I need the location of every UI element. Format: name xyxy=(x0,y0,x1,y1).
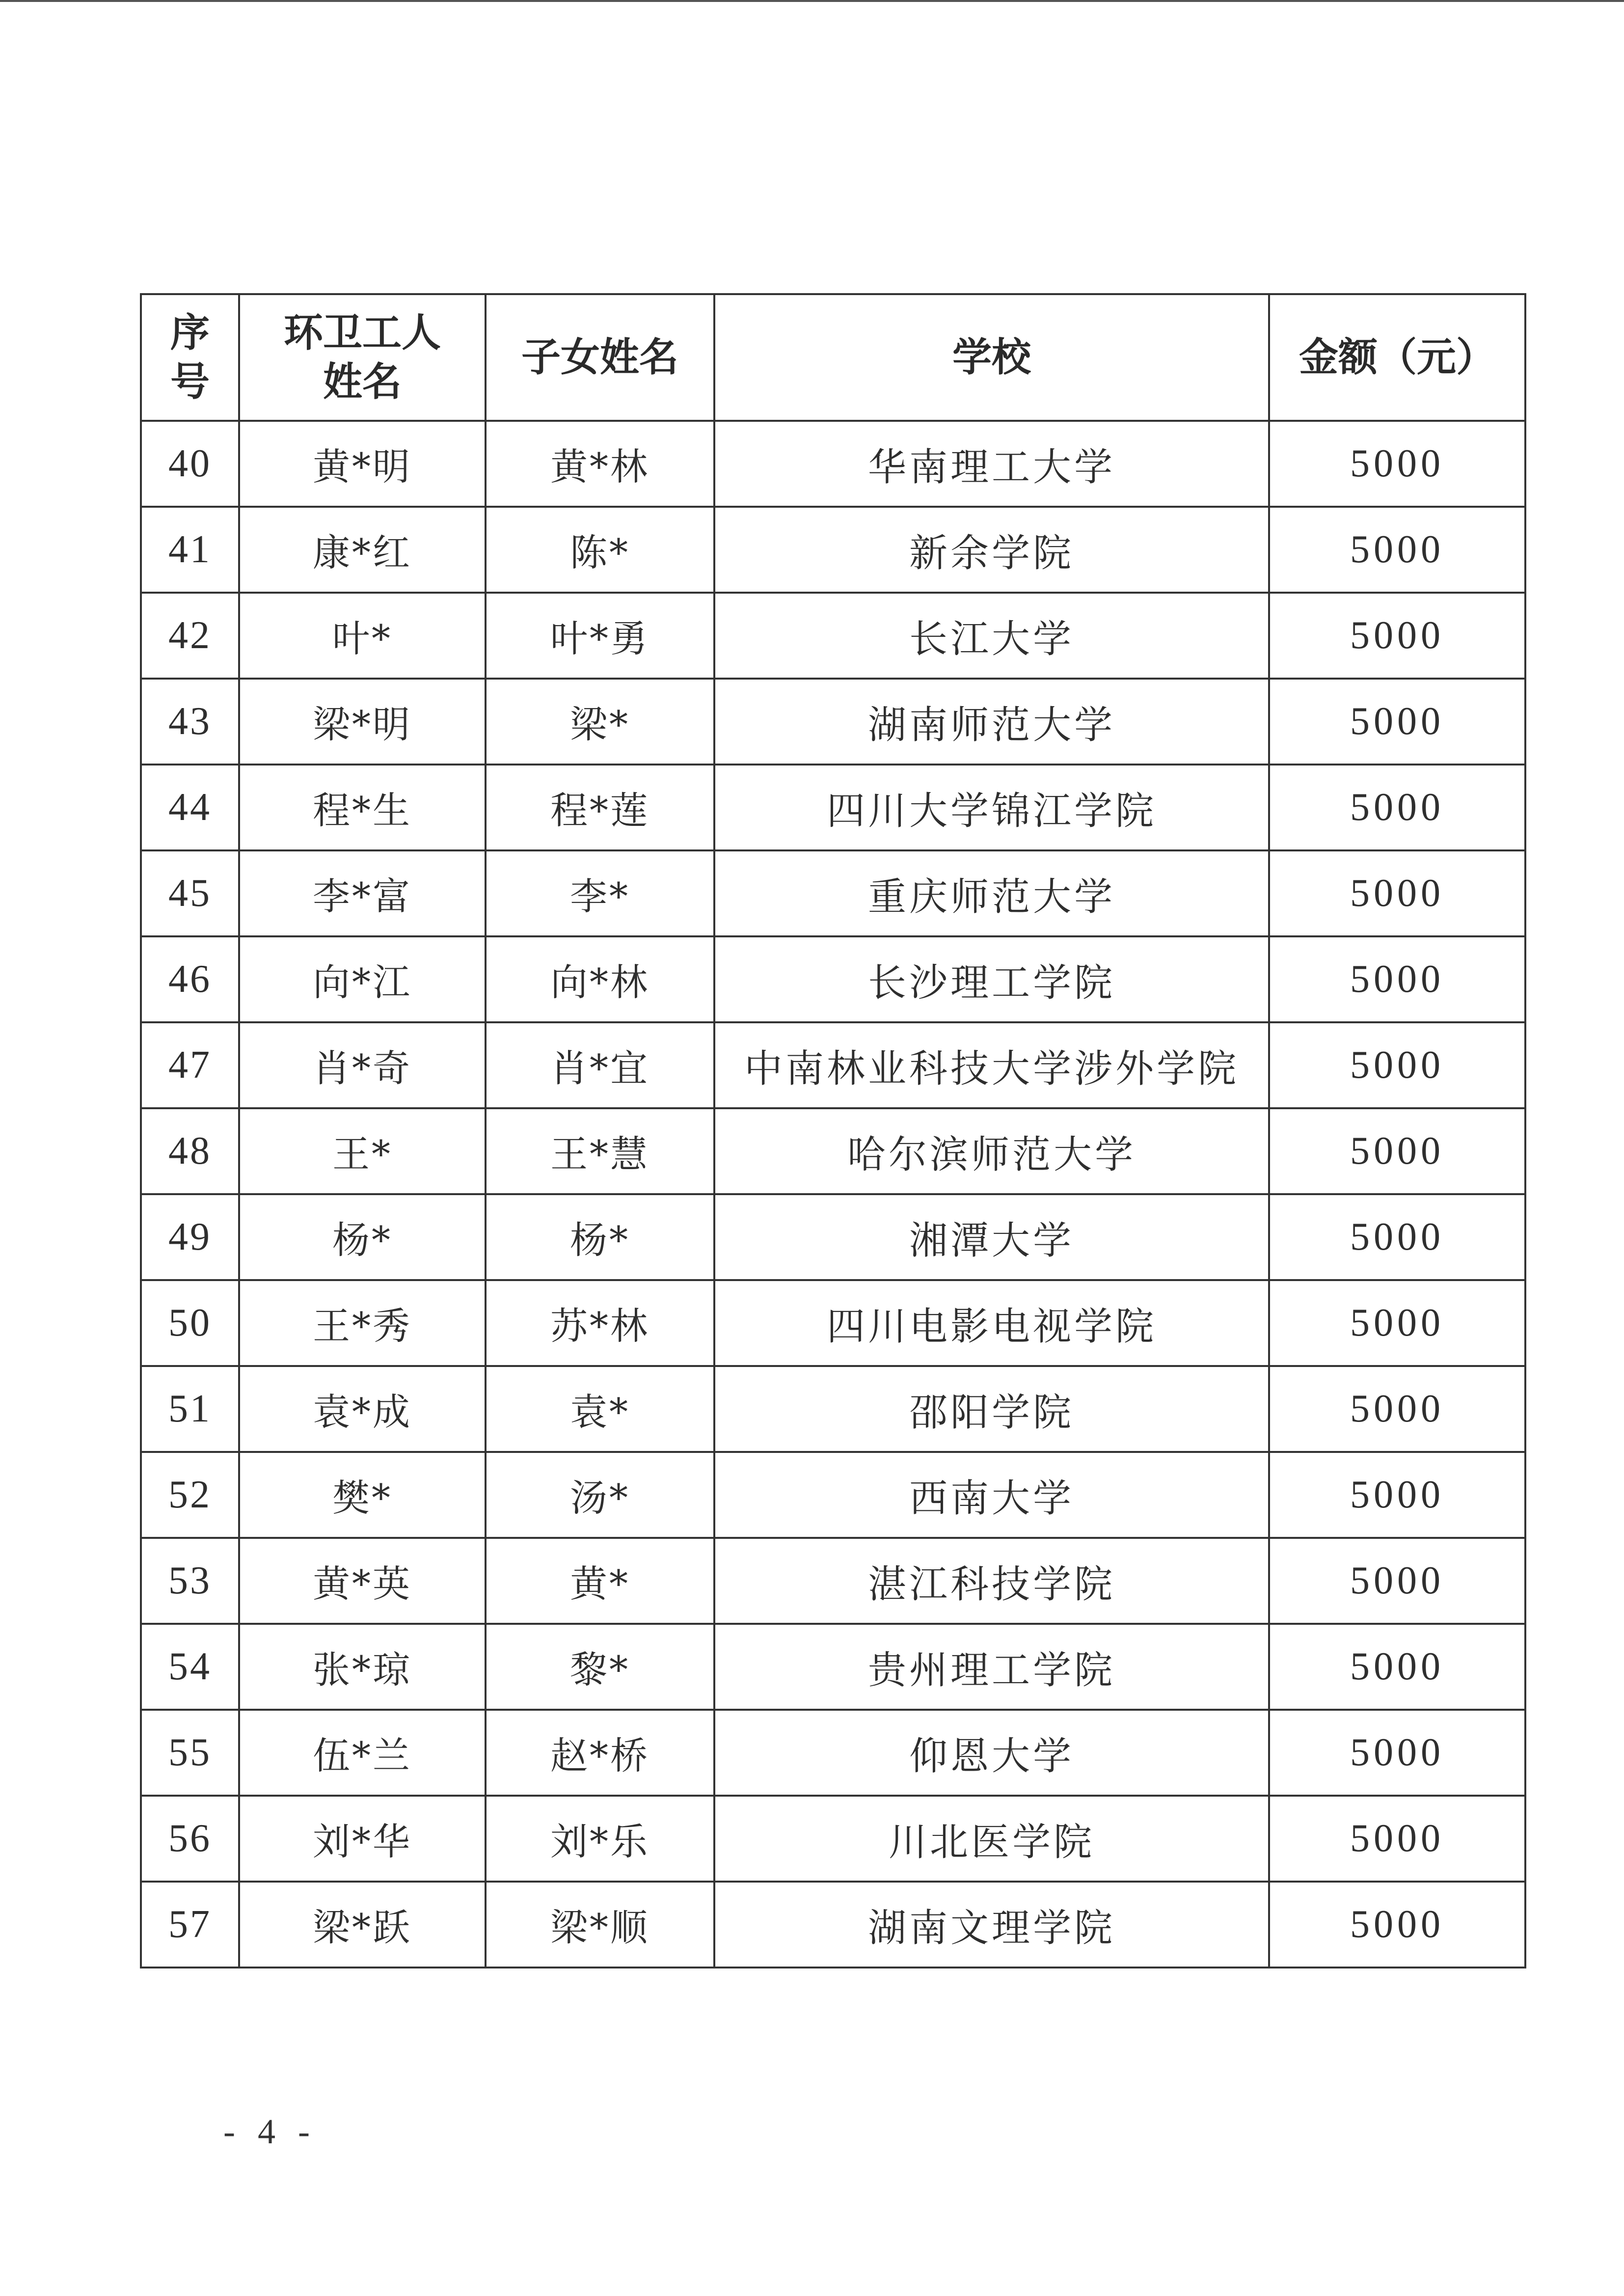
cell-school: 川北医学院 xyxy=(714,1796,1269,1882)
cell-school: 湘潭大学 xyxy=(714,1194,1269,1280)
cell-child-name: 杨* xyxy=(486,1194,714,1280)
cell-amount: 5000 xyxy=(1269,421,1525,507)
cell-worker-name: 向*江 xyxy=(239,936,486,1022)
cell-worker-name: 张*琼 xyxy=(239,1624,486,1710)
cell-worker-name: 梁*跃 xyxy=(239,1882,486,1968)
table-row xyxy=(141,1366,1525,1452)
header-child-name: 子女姓名 xyxy=(486,294,714,421)
cell-school: 华南理工大学 xyxy=(714,421,1269,507)
cell-child-name: 肖*宜 xyxy=(486,1022,714,1108)
cell-child-name: 黄*林 xyxy=(486,421,714,507)
cell-worker-name: 伍*兰 xyxy=(239,1710,486,1796)
cell-amount: 5000 xyxy=(1269,1796,1525,1882)
cell-seq: 53 xyxy=(141,1538,239,1624)
cell-seq: 50 xyxy=(141,1280,239,1366)
cell-worker-name: 王*秀 xyxy=(239,1280,486,1366)
cell-seq: 55 xyxy=(141,1710,239,1796)
header-amount: 金额（元） xyxy=(1269,294,1525,421)
cell-worker-name: 程*生 xyxy=(239,765,486,850)
cell-amount: 5000 xyxy=(1269,1710,1525,1796)
cell-seq: 44 xyxy=(141,765,239,850)
cell-worker-name: 樊* xyxy=(239,1452,486,1538)
cell-child-name: 苏*林 xyxy=(486,1280,714,1366)
cell-amount: 5000 xyxy=(1269,1194,1525,1280)
cell-child-name: 汤* xyxy=(486,1452,714,1538)
table-row xyxy=(141,1796,1525,1882)
cell-worker-name: 杨* xyxy=(239,1194,486,1280)
table-row xyxy=(141,1452,1525,1538)
cell-seq: 52 xyxy=(141,1452,239,1538)
cell-child-name: 梁* xyxy=(486,679,714,765)
cell-child-name: 黄* xyxy=(486,1538,714,1624)
table-row xyxy=(141,1624,1525,1710)
header-row xyxy=(141,294,1525,421)
table-row xyxy=(141,1882,1525,1968)
cell-child-name: 叶*勇 xyxy=(486,593,714,679)
cell-seq: 48 xyxy=(141,1108,239,1194)
cell-school: 邵阳学院 xyxy=(714,1366,1269,1452)
cell-child-name: 程*莲 xyxy=(486,765,714,850)
header-worker-line1: 环卫工人 xyxy=(284,310,441,355)
cell-school: 重庆师范大学 xyxy=(714,850,1269,936)
cell-school: 湛江科技学院 xyxy=(714,1538,1269,1624)
cell-amount: 5000 xyxy=(1269,850,1525,936)
page-number: - 4 - xyxy=(223,2112,317,2151)
cell-school: 中南林业科技大学涉外学院 xyxy=(714,1022,1269,1108)
cell-seq: 56 xyxy=(141,1796,239,1882)
table-row xyxy=(141,1538,1525,1624)
table-row xyxy=(141,679,1525,765)
cell-amount: 5000 xyxy=(1269,1108,1525,1194)
cell-worker-name: 梁*明 xyxy=(239,679,486,765)
header-worker-line2: 姓名 xyxy=(323,359,402,405)
cell-amount: 5000 xyxy=(1269,1022,1525,1108)
table-row xyxy=(141,765,1525,850)
cell-seq: 47 xyxy=(141,1022,239,1108)
cell-child-name: 黎* xyxy=(486,1624,714,1710)
cell-school: 湖南师范大学 xyxy=(714,679,1269,765)
cell-seq: 45 xyxy=(141,850,239,936)
cell-seq: 42 xyxy=(141,593,239,679)
cell-worker-name: 黄*英 xyxy=(239,1538,486,1624)
table-row xyxy=(141,421,1525,507)
table-row xyxy=(141,593,1525,679)
scan-edge-line xyxy=(0,0,1624,2)
cell-amount: 5000 xyxy=(1269,679,1525,765)
cell-seq: 46 xyxy=(141,936,239,1022)
table-row xyxy=(141,936,1525,1022)
cell-worker-name: 李*富 xyxy=(239,850,486,936)
cell-child-name: 刘*乐 xyxy=(486,1796,714,1882)
table-row xyxy=(141,507,1525,593)
cell-child-name: 陈* xyxy=(486,507,714,593)
cell-child-name: 李* xyxy=(486,850,714,936)
header-seq-line2: 号 xyxy=(170,359,210,405)
cell-worker-name: 王* xyxy=(239,1108,486,1194)
header-worker-name xyxy=(239,294,486,421)
table-body xyxy=(141,421,1525,1968)
table-row xyxy=(141,1022,1525,1108)
grant-recipients-table xyxy=(140,293,1526,1968)
cell-seq: 43 xyxy=(141,679,239,765)
cell-child-name: 向*林 xyxy=(486,936,714,1022)
header-seq-line1: 序 xyxy=(170,310,210,355)
cell-school: 西南大学 xyxy=(714,1452,1269,1538)
table-row xyxy=(141,1710,1525,1796)
cell-seq: 49 xyxy=(141,1194,239,1280)
cell-child-name: 袁* xyxy=(486,1366,714,1452)
cell-worker-name: 叶* xyxy=(239,593,486,679)
cell-worker-name: 袁*成 xyxy=(239,1366,486,1452)
cell-school: 新余学院 xyxy=(714,507,1269,593)
cell-amount: 5000 xyxy=(1269,1366,1525,1452)
table-row xyxy=(141,1108,1525,1194)
cell-worker-name: 康*红 xyxy=(239,507,486,593)
cell-amount: 5000 xyxy=(1269,1538,1525,1624)
cell-amount: 5000 xyxy=(1269,1882,1525,1968)
cell-amount: 5000 xyxy=(1269,593,1525,679)
header-seq xyxy=(141,294,239,421)
cell-school: 哈尔滨师范大学 xyxy=(714,1108,1269,1194)
cell-school: 长沙理工学院 xyxy=(714,936,1269,1022)
cell-child-name: 赵*桥 xyxy=(486,1710,714,1796)
table-row xyxy=(141,850,1525,936)
cell-worker-name: 黄*明 xyxy=(239,421,486,507)
cell-school: 四川大学锦江学院 xyxy=(714,765,1269,850)
cell-amount: 5000 xyxy=(1269,1280,1525,1366)
table-header xyxy=(141,294,1525,421)
cell-school: 仰恩大学 xyxy=(714,1710,1269,1796)
cell-worker-name: 肖*奇 xyxy=(239,1022,486,1108)
cell-worker-name: 刘*华 xyxy=(239,1796,486,1882)
cell-child-name: 王*慧 xyxy=(486,1108,714,1194)
table-row xyxy=(141,1194,1525,1280)
cell-amount: 5000 xyxy=(1269,936,1525,1022)
cell-seq: 51 xyxy=(141,1366,239,1452)
cell-child-name: 梁*顺 xyxy=(486,1882,714,1968)
cell-school: 四川电影电视学院 xyxy=(714,1280,1269,1366)
cell-school: 湖南文理学院 xyxy=(714,1882,1269,1968)
cell-school: 长江大学 xyxy=(714,593,1269,679)
cell-amount: 5000 xyxy=(1269,507,1525,593)
cell-seq: 54 xyxy=(141,1624,239,1710)
cell-amount: 5000 xyxy=(1269,765,1525,850)
cell-amount: 5000 xyxy=(1269,1624,1525,1710)
cell-amount: 5000 xyxy=(1269,1452,1525,1538)
cell-seq: 40 xyxy=(141,421,239,507)
header-school: 学校 xyxy=(714,294,1269,421)
cell-seq: 57 xyxy=(141,1882,239,1968)
table-row xyxy=(141,1280,1525,1366)
cell-school: 贵州理工学院 xyxy=(714,1624,1269,1710)
cell-seq: 41 xyxy=(141,507,239,593)
